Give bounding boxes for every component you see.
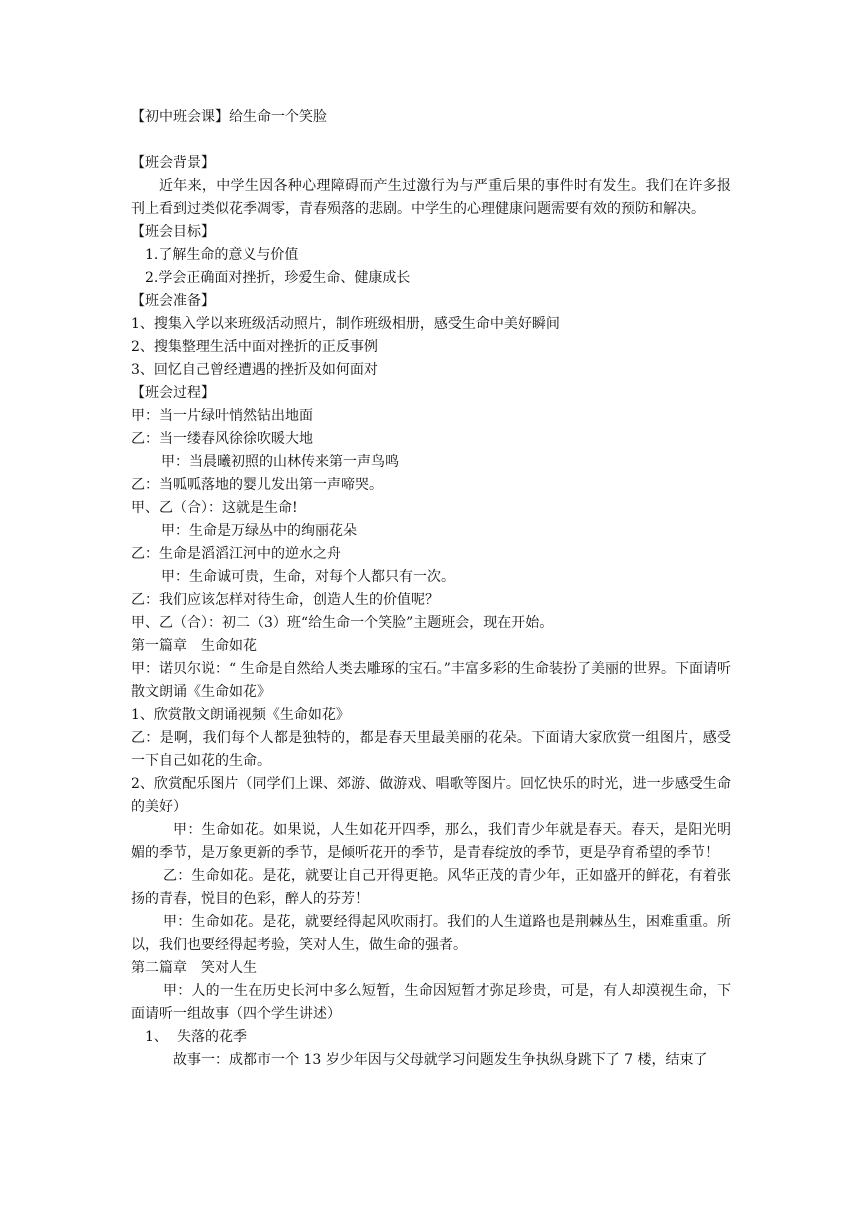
list-text: 失落的花季 <box>177 1029 247 1045</box>
heading-goals: 【班会目标】 <box>131 224 215 240</box>
dialogue-paragraph: 甲：生命如花。是花，就要经得起风吹雨打。我们的人生道路也是荆棘丛生，困难重重。所以，我们也要经得起考验，笑对人生，做生命的强者。 <box>131 914 731 953</box>
preparation-item: 1、搜集入学以来班级活动照片，制作班级相册，感受生命中美好瞬间 <box>131 316 560 332</box>
heading-background: 【班会背景】 <box>131 155 215 171</box>
dialogue-paragraph: 甲：诺贝尔说：“ 生命是自然给人类去雕琢的宝石。”丰富多彩的生命装扮了美丽的世界。下面请听散文朗诵《生命如花》 <box>131 661 731 700</box>
heading-preparation: 【班会准备】 <box>131 293 215 309</box>
dialogue-line: 乙：当呱呱落地的婴儿发出第一声啼哭。 <box>131 477 383 493</box>
dialogue-line: 甲：生命诚可贵，生命，对每个人都只有一次。 <box>161 569 455 585</box>
heading-process: 【班会过程】 <box>131 385 215 401</box>
document-title: 【初中班会课】给生命一个笑脸 <box>131 109 327 125</box>
dialogue-line: 甲、乙（合）：初二（3）班“给生命一个笑脸”主题班会，现在开始。 <box>131 615 554 631</box>
paragraph-background: 近年来，中学生因各种心理障碍而产生过激行为与严重后果的事件时有发生。我们在许多报刊上看到过类似花季凋零，青春殒落的悲剧。中学生的心理健康问题需要有效的预防和解决。 <box>131 178 731 217</box>
goal-item: 2.学会正确面对挫折，珍爱生命、健康成长 <box>145 270 411 286</box>
document-body <box>131 106 731 1072</box>
chapter-heading: 第二篇章 笑对人生 <box>131 960 257 976</box>
preparation-item: 2、搜集整理生活中面对挫折的正反事例 <box>131 339 378 355</box>
story-paragraph: 故事一：成都市一个 13 岁少年因与父母就学习问题发生争执纵身跳下了 7 楼，结束了 <box>173 1052 708 1068</box>
dialogue-line: 甲：生命是万绿丛中的绚丽花朵 <box>161 523 357 539</box>
dialogue-paragraph: 乙：是啊，我们每个人都是独特的，都是春天里最美丽的花朵。下面请大家欣赏一组图片，感受一下自己如花的生命。 <box>131 730 731 769</box>
goal-item: 1.了解生命的意义与价值 <box>145 247 299 263</box>
activity-item: 1、欣赏散文朗诵视频《生命如花》 <box>131 707 350 723</box>
dialogue-line: 乙：我们应该怎样对待生命，创造人生的价值呢？ <box>131 592 439 608</box>
list-number: 1、 <box>145 1029 168 1045</box>
activity-item: 2、欣赏配乐图片（同学们上课、郊游、做游戏、唱歌等图片。回忆快乐的时光，进一步感受生命的美好） <box>131 776 731 815</box>
dialogue-paragraph: 甲：生命如花。如果说，人生如花开四季，那么，我们青少年就是春天。春天，是阳光明媚的季节，是万象更新的季节，是倾听花开的季节，是青春绽放的季节，更是孕育希望的季节！ <box>131 822 731 861</box>
dialogue-line: 甲：当晨曦初照的山林传来第一声鸟鸣 <box>161 454 399 470</box>
dialogue-line: 乙：生命是滔滔江河中的逆水之舟 <box>131 546 341 562</box>
story-list-item <box>131 1026 731 1049</box>
dialogue-line: 乙：当一缕春风徐徐吹暖大地 <box>131 431 313 447</box>
dialogue-paragraph: 乙：生命如花。是花，就要让自己开得更艳。风华正茂的青少年，正如盛开的鲜花，有着张扬的青春，悦目的色彩，醉人的芬芳！ <box>131 868 731 907</box>
preparation-item: 3、回忆自己曾经遭遇的挫折及如何面对 <box>131 362 378 378</box>
chapter-heading: 第一篇章 生命如花 <box>131 638 257 654</box>
dialogue-paragraph: 甲：人的一生在历史长河中多么短暂，生命因短暂才弥足珍贵，可是，有人却漠视生命，下面请听一组故事（四个学生讲述） <box>131 983 731 1022</box>
dialogue-line: 甲、乙（合）：这就是生命! <box>131 500 298 516</box>
dialogue-line: 甲：当一片绿叶悄然钻出地面 <box>131 408 313 424</box>
